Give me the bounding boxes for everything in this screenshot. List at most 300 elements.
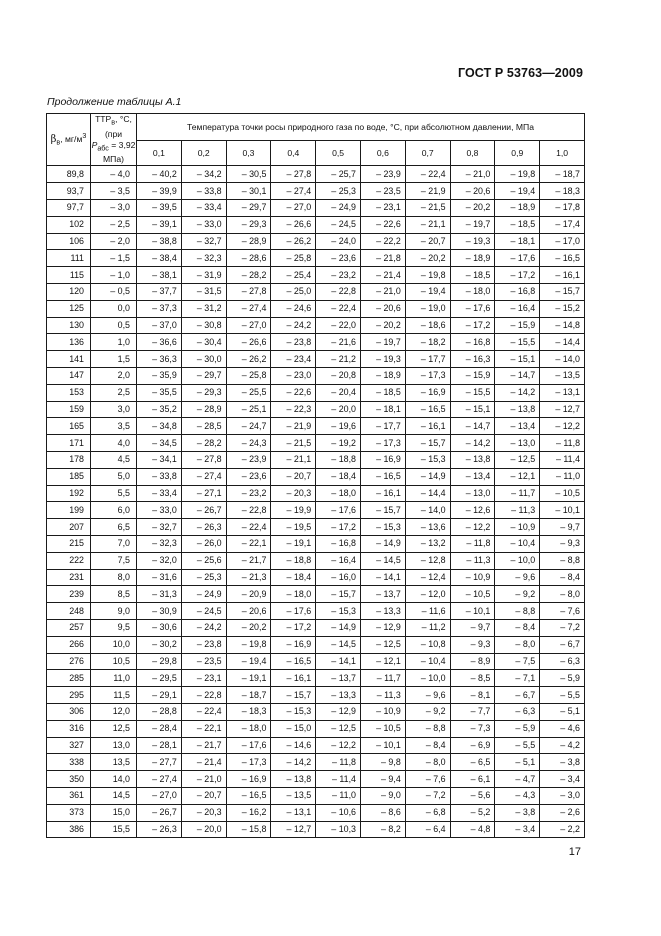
cell-dew-point: – 16,5 [405,401,450,418]
cell-dew-point: – 14,4 [540,334,585,351]
header-pressure: 0,3 [226,140,271,166]
cell-dew-point: – 21,0 [450,166,495,183]
cell-dew-point: – 15,1 [450,401,495,418]
cell-ttr: 3,5 [91,418,137,435]
cell-dew-point: – 19,1 [226,670,271,687]
table-row [47,334,585,351]
cell-dew-point: – 13,5 [540,368,585,385]
cell-ttr: – 2,0 [91,233,137,250]
cell-dew-point: – 3,8 [540,754,585,771]
cell-dew-point: – 32,0 [137,552,182,569]
cell-dew-point: – 23,8 [271,334,316,351]
cell-dew-point: – 40,2 [137,166,182,183]
cell-dew-point: – 17,6 [271,603,316,620]
cell-dew-point: – 12,2 [316,737,361,754]
cell-dew-point: – 28,1 [137,737,182,754]
cell-beta: 361 [47,787,91,804]
cell-dew-point: – 20,7 [181,787,226,804]
cell-dew-point: – 21,1 [405,216,450,233]
cell-dew-point: – 17,2 [495,267,540,284]
cell-dew-point: – 18,5 [360,384,405,401]
cell-dew-point: – 31,6 [137,569,182,586]
cell-ttr: – 3,0 [91,200,137,217]
cell-dew-point: – 14,2 [450,435,495,452]
cell-dew-point: – 14,2 [495,384,540,401]
cell-dew-point: – 3,0 [540,787,585,804]
table-row [47,603,585,620]
cell-dew-point: – 23,4 [271,351,316,368]
cell-beta: 248 [47,603,91,620]
cell-dew-point: – 30,8 [181,317,226,334]
cell-dew-point: – 17,6 [450,300,495,317]
cell-dew-point: – 20,8 [316,368,361,385]
cell-ttr: 1,0 [91,334,137,351]
cell-dew-point: – 4,3 [495,787,540,804]
cell-dew-point: – 17,6 [316,502,361,519]
cell-dew-point: – 16,5 [360,468,405,485]
cell-dew-point: – 11,2 [405,619,450,636]
cell-dew-point: – 18,9 [450,250,495,267]
cell-dew-point: – 23,1 [181,670,226,687]
cell-beta: 386 [47,821,91,838]
header-pressure: 0,4 [271,140,316,166]
cell-ttr: 4,0 [91,435,137,452]
cell-dew-point: – 7,7 [450,703,495,720]
cell-ttr: 5,0 [91,468,137,485]
table-row [47,737,585,754]
cell-dew-point: – 4,7 [495,771,540,788]
table-row [47,787,585,804]
cell-dew-point: – 17,3 [360,435,405,452]
cell-dew-point: – 6,7 [540,636,585,653]
cell-dew-point: – 15,1 [495,351,540,368]
cell-ttr: 10,5 [91,653,137,670]
cell-dew-point: – 11,7 [495,485,540,502]
cell-dew-point: – 10,9 [360,703,405,720]
cell-dew-point: – 28,2 [226,267,271,284]
table-row [47,502,585,519]
cell-dew-point: – 10,9 [450,569,495,586]
cell-dew-point: – 9,0 [360,787,405,804]
header-pressure: 0,7 [405,140,450,166]
header-pressure: 0,8 [450,140,495,166]
cell-dew-point: – 15,8 [226,821,271,838]
cell-dew-point: – 26,3 [137,821,182,838]
cell-dew-point: – 6,4 [405,821,450,838]
cell-dew-point: – 25,6 [181,552,226,569]
cell-dew-point: – 30,1 [226,183,271,200]
cell-dew-point: – 38,8 [137,233,182,250]
cell-dew-point: – 12,8 [405,552,450,569]
table-row [47,183,585,200]
cell-dew-point: – 15,7 [316,586,361,603]
cell-dew-point: – 10,6 [316,804,361,821]
cell-dew-point: – 14,9 [360,535,405,552]
header-pressure: 0,1 [137,140,182,166]
cell-dew-point: – 14,5 [360,552,405,569]
cell-dew-point: – 14,5 [316,636,361,653]
cell-dew-point: – 24,7 [226,418,271,435]
cell-dew-point: – 11,6 [405,603,450,620]
cell-dew-point: – 11,3 [360,687,405,704]
cell-dew-point: – 14,9 [405,468,450,485]
cell-dew-point: – 10,5 [360,720,405,737]
cell-ttr: 6,0 [91,502,137,519]
cell-dew-point: – 25,3 [316,183,361,200]
table-row [47,451,585,468]
cell-dew-point: – 10,4 [495,535,540,552]
cell-dew-point: – 18,4 [316,468,361,485]
cell-dew-point: – 28,9 [181,401,226,418]
cell-dew-point: – 25,0 [271,284,316,301]
cell-beta: 276 [47,653,91,670]
cell-dew-point: – 17,0 [540,233,585,250]
cell-dew-point: – 24,3 [226,435,271,452]
cell-dew-point: – 22,0 [316,317,361,334]
cell-ttr: 15,5 [91,821,137,838]
cell-dew-point: – 12,6 [450,502,495,519]
cell-dew-point: – 2,2 [540,821,585,838]
cell-dew-point: – 14,9 [316,619,361,636]
table-row [47,636,585,653]
cell-dew-point: – 16,5 [540,250,585,267]
cell-dew-point: – 13,8 [495,401,540,418]
cell-dew-point: – 20,6 [360,300,405,317]
cell-dew-point: – 21,1 [271,451,316,468]
table-row [47,670,585,687]
cell-dew-point: – 15,9 [450,368,495,385]
cell-ttr: 11,0 [91,670,137,687]
cell-dew-point: – 11,0 [540,468,585,485]
cell-dew-point: – 15,0 [271,720,316,737]
cell-dew-point: – 13,2 [405,535,450,552]
cell-dew-point: – 19,4 [226,653,271,670]
cell-dew-point: – 9,6 [495,569,540,586]
cell-dew-point: – 9,7 [450,619,495,636]
cell-dew-point: – 17,4 [540,216,585,233]
cell-ttr: 7,0 [91,535,137,552]
cell-ttr: 9,0 [91,603,137,620]
cell-dew-point: – 13,4 [450,468,495,485]
cell-beta: 120 [47,284,91,301]
cell-beta: 185 [47,468,91,485]
cell-beta: 153 [47,384,91,401]
header-ttr: $ТТР_в$, °С, (при $P_{абс} = 3,92$ МПа) [91,114,136,165]
cell-dew-point: – 18,3 [540,183,585,200]
cell-dew-point: – 33,0 [137,502,182,519]
cell-dew-point: – 13,0 [495,435,540,452]
cell-dew-point: – 18,1 [495,233,540,250]
cell-ttr: 0,5 [91,317,137,334]
cell-dew-point: – 19,8 [495,166,540,183]
cell-dew-point: – 32,3 [181,250,226,267]
cell-dew-point: – 18,3 [226,703,271,720]
cell-dew-point: – 19,9 [271,502,316,519]
cell-ttr: 3,0 [91,401,137,418]
cell-dew-point: – 7,6 [405,771,450,788]
cell-dew-point: – 21,3 [226,569,271,586]
table-row [47,552,585,569]
cell-dew-point: – 10,0 [495,552,540,569]
cell-dew-point: – 24,2 [181,619,226,636]
cell-dew-point: – 37,3 [137,300,182,317]
cell-dew-point: – 30,0 [181,351,226,368]
cell-dew-point: – 37,7 [137,284,182,301]
cell-dew-point: – 35,5 [137,384,182,401]
cell-dew-point: – 13,4 [495,418,540,435]
cell-beta: 266 [47,636,91,653]
cell-beta: 338 [47,754,91,771]
cell-dew-point: – 20,2 [450,200,495,217]
cell-dew-point: – 17,2 [450,317,495,334]
cell-dew-point: – 12,1 [360,653,405,670]
cell-dew-point: – 20,3 [181,804,226,821]
cell-ttr: 14,0 [91,771,137,788]
cell-beta: 285 [47,670,91,687]
cell-dew-point: – 38,1 [137,267,182,284]
cell-beta: 199 [47,502,91,519]
table-row [47,418,585,435]
cell-dew-point: – 18,8 [316,451,361,468]
cell-dew-point: – 30,5 [226,166,271,183]
cell-dew-point: – 5,6 [450,787,495,804]
cell-dew-point: – 22,4 [226,519,271,536]
cell-dew-point: – 12,9 [316,703,361,720]
cell-dew-point: – 29,1 [137,687,182,704]
cell-dew-point: – 18,5 [450,267,495,284]
cell-dew-point: – 5,5 [540,687,585,704]
cell-dew-point: – 31,5 [181,284,226,301]
cell-dew-point: – 15,3 [316,603,361,620]
cell-dew-point: – 5,1 [495,754,540,771]
cell-dew-point: – 23,5 [360,183,405,200]
cell-ttr: 11,5 [91,687,137,704]
cell-dew-point: – 13,7 [360,586,405,603]
cell-dew-point: – 15,3 [271,703,316,720]
cell-dew-point: – 23,9 [226,451,271,468]
cell-dew-point: – 17,3 [226,754,271,771]
cell-dew-point: – 32,7 [137,519,182,536]
table-row [47,284,585,301]
cell-dew-point: – 12,2 [540,418,585,435]
cell-dew-point: – 17,7 [405,351,450,368]
cell-dew-point: – 23,9 [360,166,405,183]
cell-dew-point: – 26,6 [271,216,316,233]
cell-beta: 111 [47,250,91,267]
cell-beta: 171 [47,435,91,452]
cell-dew-point: – 13,3 [360,603,405,620]
cell-ttr: – 2,5 [91,216,137,233]
cell-dew-point: – 18,0 [226,720,271,737]
cell-dew-point: – 39,9 [137,183,182,200]
cell-dew-point: – 8,8 [540,552,585,569]
cell-dew-point: – 19,7 [360,334,405,351]
cell-beta: 215 [47,535,91,552]
cell-dew-point: – 27,4 [226,300,271,317]
header-pressure: 0,2 [181,140,226,166]
cell-dew-point: – 23,1 [360,200,405,217]
cell-dew-point: – 23,2 [316,267,361,284]
cell-dew-point: – 21,5 [271,435,316,452]
cell-dew-point: – 13,3 [316,687,361,704]
cell-beta: 316 [47,720,91,737]
cell-dew-point: – 24,9 [181,586,226,603]
cell-dew-point: – 19,7 [450,216,495,233]
cell-dew-point: – 18,2 [405,334,450,351]
table-row [47,401,585,418]
cell-dew-point: – 12,5 [316,720,361,737]
cell-ttr: 15,0 [91,804,137,821]
cell-dew-point: – 16,5 [271,653,316,670]
cell-dew-point: – 18,7 [540,166,585,183]
cell-dew-point: – 22,4 [181,703,226,720]
cell-dew-point: – 20,0 [316,401,361,418]
cell-dew-point: – 15,7 [360,502,405,519]
table-row [47,754,585,771]
cell-beta: 178 [47,451,91,468]
cell-beta: 231 [47,569,91,586]
table-row [47,586,585,603]
cell-dew-point: – 28,2 [181,435,226,452]
cell-dew-point: – 16,9 [405,384,450,401]
cell-dew-point: – 16,8 [316,535,361,552]
table-row [47,485,585,502]
cell-dew-point: – 30,2 [137,636,182,653]
cell-dew-point: – 16,9 [226,771,271,788]
cell-dew-point: – 17,7 [360,418,405,435]
table-row [47,368,585,385]
cell-dew-point: – 9,4 [360,771,405,788]
cell-dew-point: – 16,8 [495,284,540,301]
cell-dew-point: – 34,5 [137,435,182,452]
cell-dew-point: – 14,6 [271,737,316,754]
cell-dew-point: – 21,7 [181,737,226,754]
cell-dew-point: – 25,8 [226,368,271,385]
table-row [47,435,585,452]
cell-dew-point: – 19,4 [495,183,540,200]
table-row [47,771,585,788]
cell-ttr: – 3,5 [91,183,137,200]
cell-dew-point: – 32,3 [137,535,182,552]
cell-dew-point: – 27,4 [271,183,316,200]
cell-dew-point: – 18,6 [405,317,450,334]
cell-dew-point: – 21,7 [226,552,271,569]
cell-dew-point: – 20,2 [360,317,405,334]
cell-dew-point: – 18,7 [226,687,271,704]
cell-dew-point: – 11,3 [450,552,495,569]
cell-dew-point: – 21,0 [181,771,226,788]
cell-dew-point: – 6,3 [495,703,540,720]
cell-dew-point: – 26,2 [271,233,316,250]
cell-dew-point: – 20,0 [181,821,226,838]
cell-ttr: 8,0 [91,569,137,586]
cell-dew-point: – 15,2 [540,300,585,317]
cell-dew-point: – 29,5 [137,670,182,687]
cell-dew-point: – 8,4 [405,737,450,754]
cell-dew-point: – 7,2 [405,787,450,804]
cell-dew-point: – 26,2 [226,351,271,368]
cell-dew-point: – 36,6 [137,334,182,351]
table-row [47,519,585,536]
cell-dew-point: – 23,6 [316,250,361,267]
cell-dew-point: – 8,9 [450,653,495,670]
cell-beta: 373 [47,804,91,821]
cell-dew-point: – 22,1 [181,720,226,737]
cell-dew-point: – 24,5 [181,603,226,620]
cell-dew-point: – 3,4 [540,771,585,788]
cell-dew-point: – 18,9 [360,368,405,385]
cell-dew-point: – 24,5 [316,216,361,233]
cell-beta: 295 [47,687,91,704]
cell-dew-point: – 29,7 [181,368,226,385]
table-row [47,720,585,737]
cell-beta: 89,8 [47,166,91,183]
cell-dew-point: – 20,9 [226,586,271,603]
cell-beta: 125 [47,300,91,317]
header-pressure: 0,5 [316,140,361,166]
cell-dew-point: – 11,3 [495,502,540,519]
cell-dew-point: – 21,4 [181,754,226,771]
cell-dew-point: – 16,3 [450,351,495,368]
cell-dew-point: – 10,4 [405,653,450,670]
cell-ttr: 5,5 [91,485,137,502]
cell-dew-point: – 26,6 [226,334,271,351]
cell-ttr: – 1,0 [91,267,137,284]
cell-dew-point: – 10,5 [450,586,495,603]
cell-dew-point: – 11,7 [360,670,405,687]
cell-dew-point: – 25,1 [226,401,271,418]
cell-ttr: – 0,5 [91,284,137,301]
cell-ttr: 14,5 [91,787,137,804]
cell-dew-point: – 10,9 [495,519,540,536]
table-row [47,468,585,485]
cell-dew-point: – 20,4 [316,384,361,401]
cell-dew-point: – 39,5 [137,200,182,217]
cell-dew-point: – 20,3 [271,485,316,502]
cell-dew-point: – 27,7 [137,754,182,771]
cell-ttr: 10,0 [91,636,137,653]
cell-dew-point: – 4,2 [540,737,585,754]
cell-dew-point: – 18,9 [495,200,540,217]
cell-dew-point: – 12,2 [450,519,495,536]
cell-dew-point: – 5,5 [495,737,540,754]
cell-dew-point: – 22,8 [181,687,226,704]
cell-dew-point: – 19,3 [450,233,495,250]
table-row [47,166,585,183]
cell-dew-point: – 21,8 [360,250,405,267]
cell-dew-point: – 18,0 [316,485,361,502]
table-row [47,250,585,267]
cell-dew-point: – 20,2 [226,619,271,636]
cell-beta: 159 [47,401,91,418]
cell-dew-point: – 22,4 [316,300,361,317]
cell-dew-point: – 11,8 [450,535,495,552]
cell-beta: 192 [47,485,91,502]
cell-dew-point: – 21,0 [360,284,405,301]
cell-dew-point: – 22,6 [360,216,405,233]
cell-dew-point: – 31,9 [181,267,226,284]
cell-beta: 306 [47,703,91,720]
cell-dew-point: – 21,4 [360,267,405,284]
cell-beta: 102 [47,216,91,233]
cell-beta: 327 [47,737,91,754]
cell-dew-point: – 33,4 [181,200,226,217]
cell-dew-point: – 13,1 [271,804,316,821]
cell-dew-point: – 10,1 [450,603,495,620]
cell-dew-point: – 20,6 [226,603,271,620]
cell-dew-point: – 12,9 [360,619,405,636]
table-row [47,619,585,636]
